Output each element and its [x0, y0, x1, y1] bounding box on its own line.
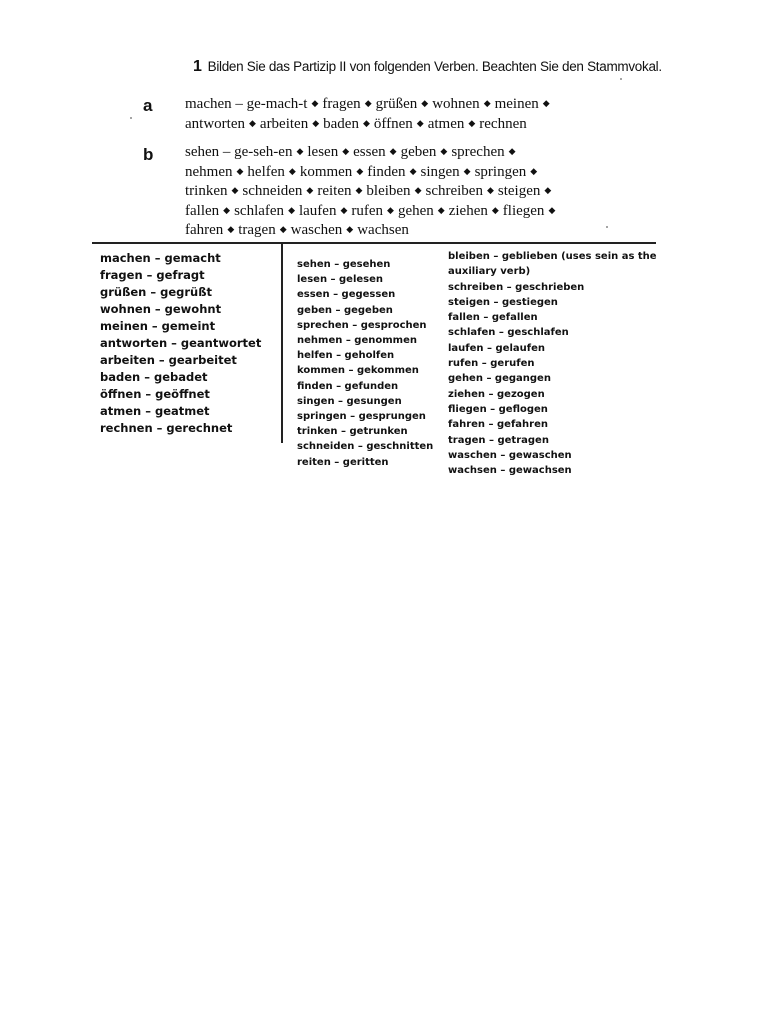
verb-word: helfen [247, 164, 285, 180]
answer-item: machen – gemacht [100, 251, 221, 265]
section-b-label: b [143, 145, 154, 164]
bullet-diamond-icon: ◆ [227, 224, 235, 234]
section-b-line [185, 162, 541, 182]
verb-word: gehen [397, 203, 434, 219]
section-a-line [185, 94, 554, 114]
bullet-diamond-icon: ◆ [530, 166, 538, 176]
answer-item: nehmen – genommen [297, 335, 417, 347]
bullet-diamond-icon: ◆ [340, 205, 348, 215]
bullet-diamond-icon: ◆ [416, 118, 424, 128]
bullet-diamond-icon: ◆ [342, 146, 350, 156]
bullet-diamond-icon: ◆ [491, 205, 499, 215]
bullet-diamond-icon: ◆ [468, 118, 476, 128]
verb-word: meinen [494, 96, 539, 112]
answer-item: ziehen – gezogen [448, 388, 545, 400]
answer-item: kommen – gekommen [297, 365, 419, 377]
section-b-line [185, 201, 559, 221]
verb-word: nehmen [185, 164, 233, 180]
answer-divider-horizontal [92, 242, 656, 244]
verb-word: kommen [299, 164, 353, 180]
bullet-diamond-icon: ◆ [364, 98, 372, 108]
exercise-number: 1 [193, 58, 202, 75]
section-b-line [185, 181, 555, 201]
verb-word: baden [323, 116, 359, 132]
verb-word: laufen [298, 203, 337, 219]
answer-item: fragen – gefragt [100, 268, 205, 282]
answer-column-2 [297, 257, 433, 470]
bullet-diamond-icon: ◆ [279, 224, 287, 234]
bullet-diamond-icon: ◆ [414, 185, 422, 195]
answer-item: meinen – gemeint [100, 319, 216, 333]
bullet-diamond-icon: ◆ [463, 166, 471, 176]
answer-item: sprechen – gesprochen [297, 319, 427, 331]
scan-speck [620, 78, 622, 80]
bullet-diamond-icon: ◆ [542, 98, 550, 108]
bullet-diamond-icon: ◆ [483, 98, 491, 108]
answer-item: fahren – gefahren [448, 419, 549, 431]
exercise-instruction: Bilden Sie das Partizip II von folgenden Verben. Beachten Sie den Stammvokal. [207, 59, 662, 74]
answer-item: reiten – geritten [297, 456, 389, 468]
bullet-diamond-icon: ◆ [231, 185, 239, 195]
bullet-diamond-icon: ◆ [346, 224, 354, 234]
section-b-line [185, 220, 409, 240]
answer-item: auxiliary verb) [448, 266, 531, 278]
answer-item: finden – gefunden [297, 380, 399, 392]
section-b-line [185, 142, 520, 162]
scan-speck [606, 226, 608, 228]
verb-word: singen [420, 164, 460, 180]
answer-item: atmen – geatmet [100, 404, 210, 418]
answer-column-1 [100, 250, 261, 437]
verb-word: fragen [322, 96, 361, 112]
answer-item: arbeiten – gearbeitet [100, 353, 237, 367]
verb-word: machen – ge-mach-t [185, 96, 308, 112]
answer-item: rufen – gerufen [448, 358, 535, 370]
verb-word: rufen [351, 203, 384, 219]
bullet-diamond-icon: ◆ [548, 205, 556, 215]
verb-word: öffnen [373, 116, 413, 132]
bullet-diamond-icon: ◆ [248, 118, 256, 128]
bullet-diamond-icon: ◆ [355, 185, 363, 195]
verb-word: schreiben [425, 183, 483, 199]
bullet-diamond-icon: ◆ [409, 166, 417, 176]
bullet-diamond-icon: ◆ [311, 98, 319, 108]
answer-item: helfen – geholfen [297, 350, 395, 362]
answer-item: bleiben – geblieben (uses sein as the [448, 251, 657, 262]
verb-word: bleiben [366, 183, 411, 199]
section-a-label: a [143, 96, 153, 115]
bullet-diamond-icon: ◆ [296, 146, 304, 156]
answer-divider-vertical [281, 244, 283, 443]
answer-item: fallen – gefallen [448, 312, 538, 324]
verb-word: essen [353, 144, 386, 160]
answer-item: antworten – geantwortet [100, 336, 262, 350]
answer-item: tragen – getragen [448, 434, 549, 446]
bullet-diamond-icon: ◆ [544, 185, 552, 195]
answer-item: geben – gegeben [297, 304, 393, 316]
answer-item: baden – gebadet [100, 370, 208, 384]
verb-word: steigen [497, 183, 541, 199]
verb-word: fahren [185, 222, 224, 238]
answer-item: essen – gegessen [297, 289, 396, 301]
verb-word: sprechen [451, 144, 505, 160]
verb-word: sehen – ge-seh-en [185, 144, 293, 160]
answer-item: sehen – gesehen [297, 259, 391, 270]
verb-word: waschen [290, 222, 343, 238]
bullet-diamond-icon: ◆ [437, 205, 445, 215]
verb-word: schlafen [234, 203, 285, 219]
verb-word: reiten [317, 183, 352, 199]
bullet-diamond-icon: ◆ [223, 205, 231, 215]
answer-item: grüßen – gegrüßt [100, 285, 212, 299]
verb-word: arbeiten [259, 116, 309, 132]
bullet-diamond-icon: ◆ [387, 205, 394, 215]
bullet-diamond-icon: ◆ [312, 118, 320, 128]
verb-word: springen [474, 164, 527, 180]
answer-column-3 [448, 249, 657, 478]
answer-item: singen – gesungen [297, 395, 402, 407]
verb-word: atmen [427, 116, 465, 132]
answer-item: schneiden – geschnitten [297, 441, 434, 453]
answer-item: schreiben – geschrieben [448, 281, 585, 293]
bullet-diamond-icon: ◆ [440, 146, 448, 156]
answer-item: öffnen – geöffnet [100, 387, 210, 401]
verb-word: finden [367, 164, 406, 180]
verb-word: geben [400, 144, 437, 160]
bullet-diamond-icon: ◆ [288, 205, 295, 215]
answer-item: fliegen – geflogen [448, 403, 548, 415]
answer-item: waschen – gewaschen [448, 449, 572, 461]
answer-item: rechnen – gerechnet [100, 421, 233, 435]
verb-word: trinken [185, 183, 228, 199]
verb-word: schneiden [242, 183, 303, 199]
verb-word: wachsen [357, 222, 409, 238]
bullet-diamond-icon: ◆ [421, 98, 429, 108]
verb-word: ziehen [448, 203, 488, 219]
answer-item: wachsen – gewachsen [448, 465, 572, 477]
verb-word: fallen [185, 203, 220, 219]
answer-item: schlafen – geschlafen [448, 327, 569, 339]
answer-item: steigen – gestiegen [448, 296, 558, 308]
section-a-line [185, 114, 527, 134]
verb-word: lesen [307, 144, 339, 160]
bullet-diamond-icon: ◆ [508, 146, 516, 156]
verb-word: grüßen [375, 96, 418, 112]
bullet-diamond-icon: ◆ [389, 146, 397, 156]
verb-word: rechnen [479, 116, 527, 132]
verb-word: tragen [238, 222, 276, 238]
bullet-diamond-icon: ◆ [306, 185, 314, 195]
bullet-diamond-icon: ◆ [486, 185, 494, 195]
answer-item: lesen – gelesen [297, 274, 384, 286]
verb-word: fliegen [502, 203, 545, 219]
verb-word: antworten [185, 116, 245, 132]
scan-speck [130, 117, 132, 119]
bullet-diamond-icon: ◆ [356, 166, 364, 176]
answer-item: laufen – gelaufen [448, 342, 545, 354]
bullet-diamond-icon: ◆ [362, 118, 370, 128]
answer-item: springen – gesprungen [297, 411, 426, 423]
answer-item: gehen – gegangen [448, 373, 551, 385]
answer-item: trinken – getrunken [297, 426, 408, 438]
bullet-diamond-icon: ◆ [288, 166, 296, 176]
bullet-diamond-icon: ◆ [236, 166, 244, 176]
exercise-heading [193, 58, 662, 76]
answer-item: wohnen – gewohnt [100, 302, 222, 316]
verb-word: wohnen [432, 96, 480, 112]
